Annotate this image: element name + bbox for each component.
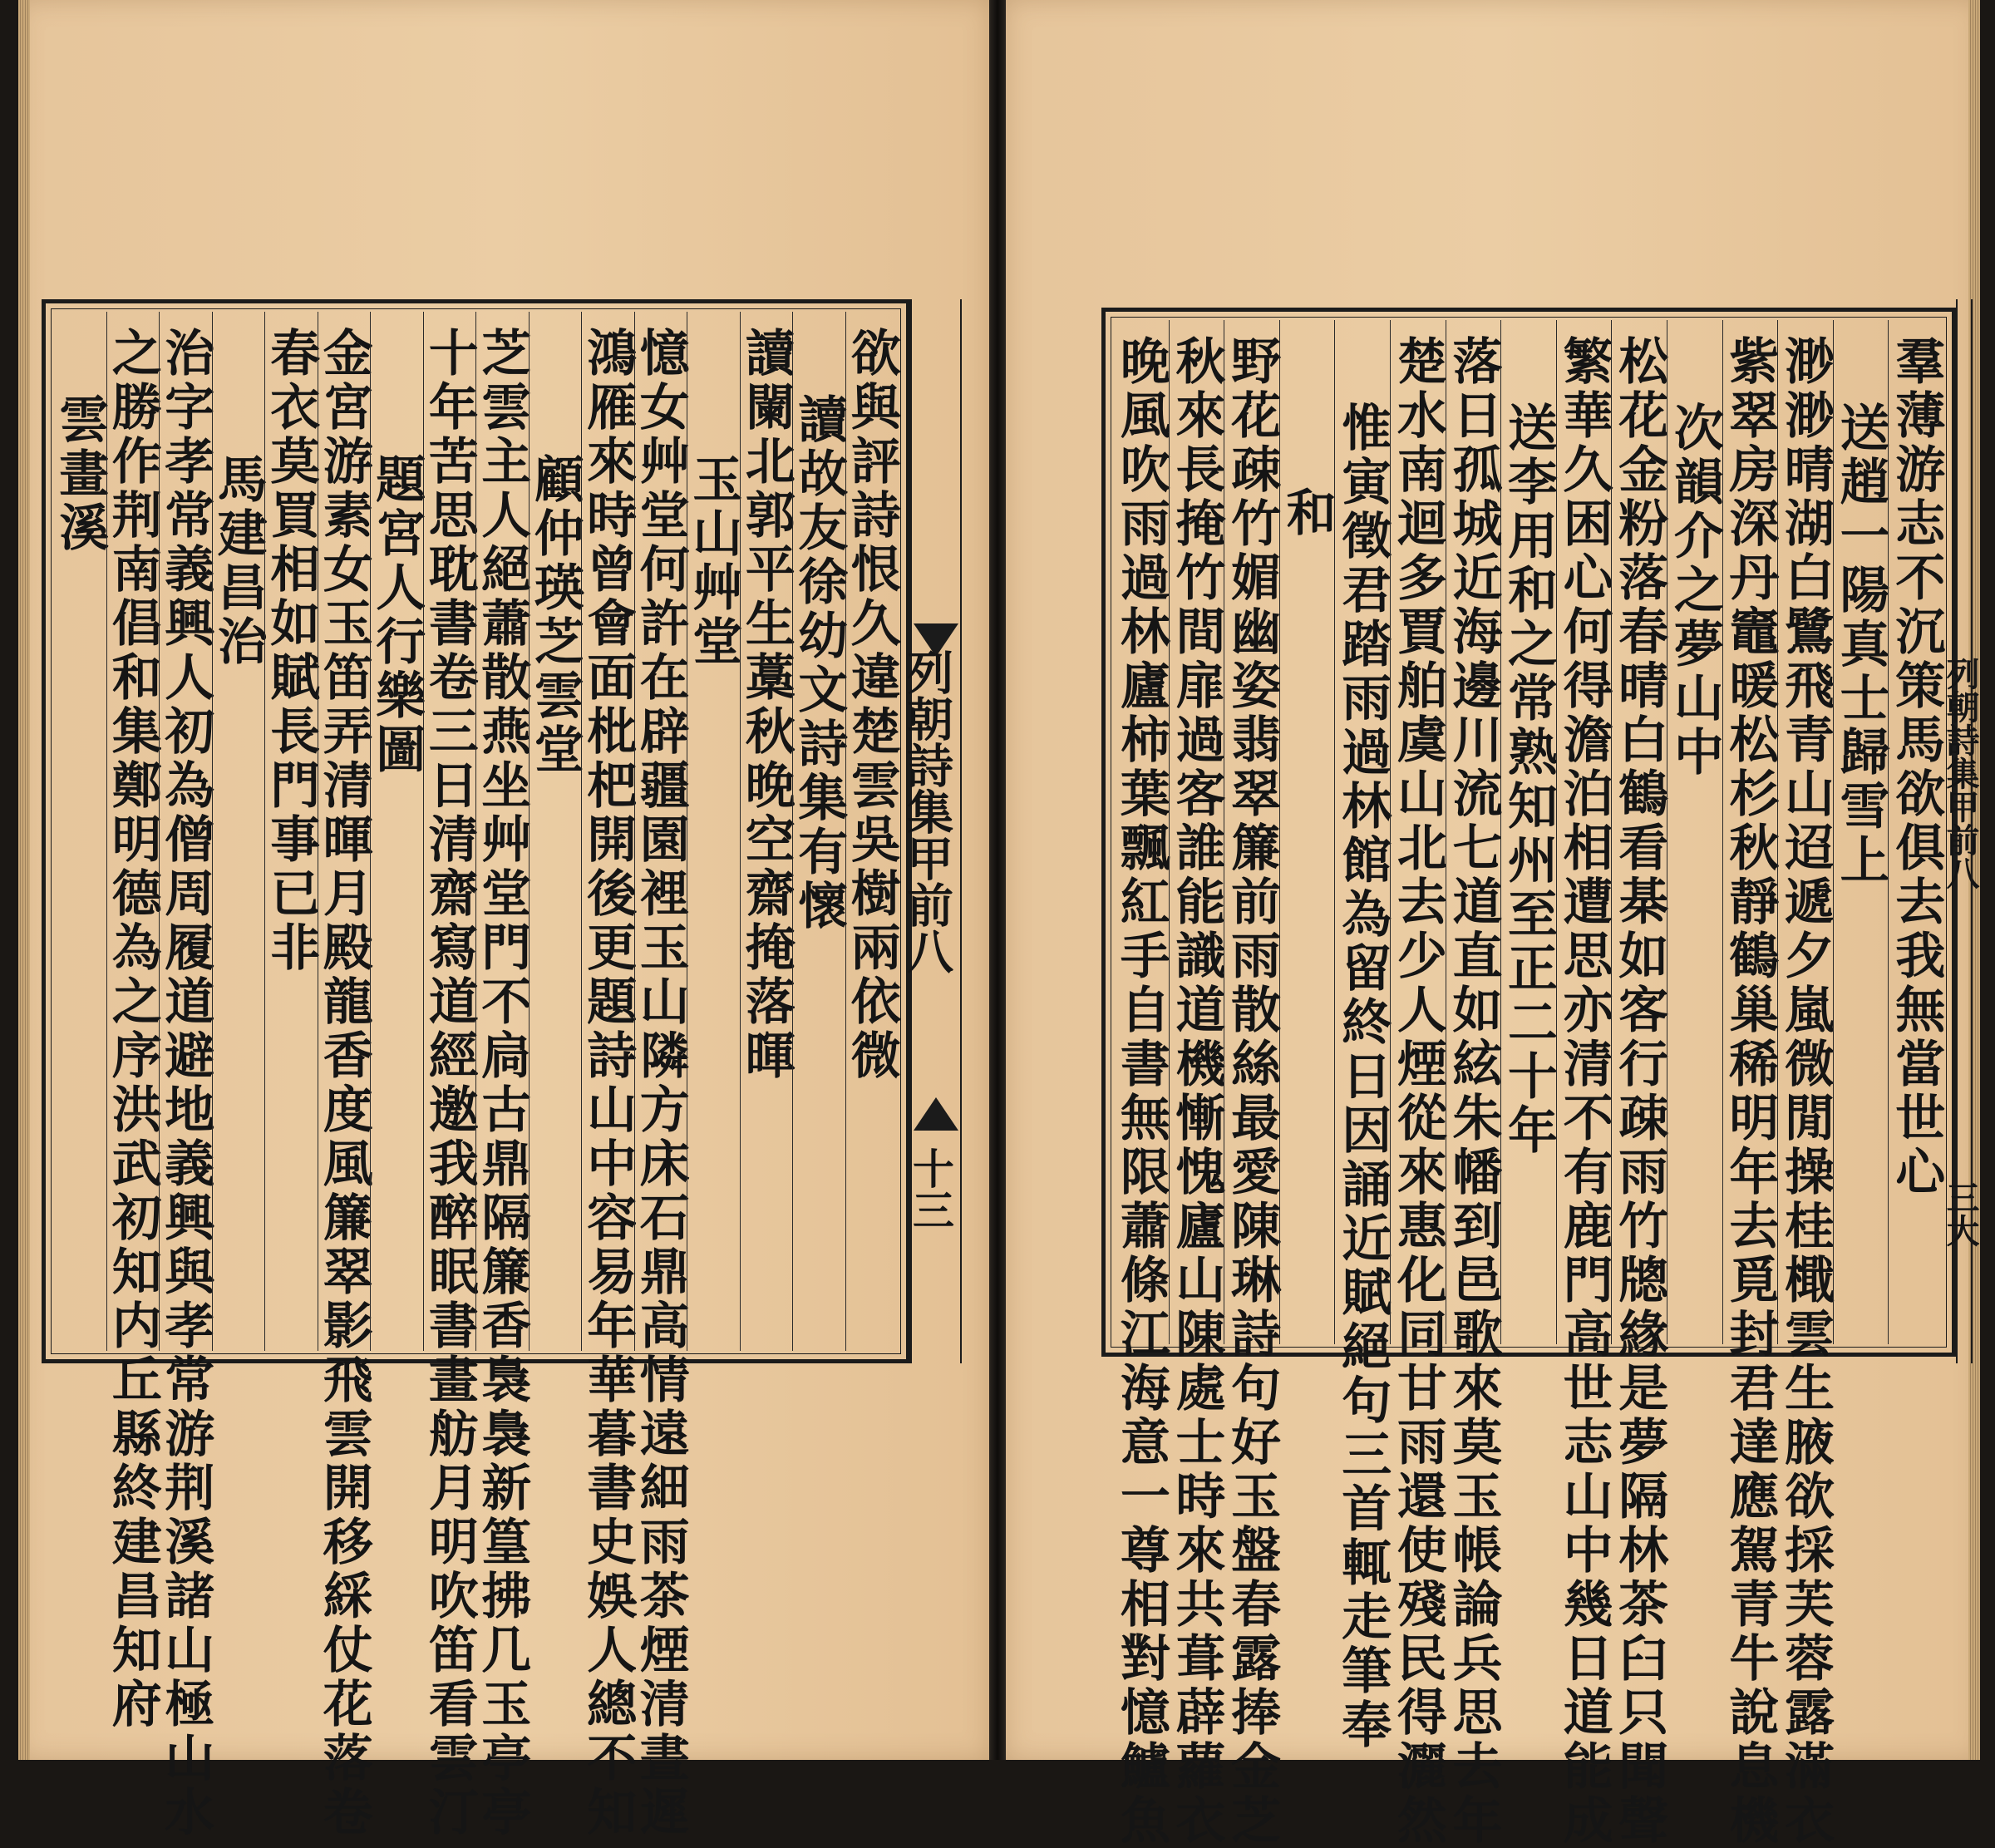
column-text: 雲畫溪 bbox=[51, 393, 110, 555]
column-text: 十年苦思耽書卷三日清齋寫道經邀我醉眠書畫舫月明吹笛看雲汀 bbox=[420, 327, 479, 1840]
text-column bbox=[1111, 320, 1170, 1848]
text-column bbox=[420, 312, 479, 1840]
column-text: 次韻介之夢山中 bbox=[1665, 402, 1724, 780]
text-column bbox=[51, 312, 110, 1351]
right-edge-page-number-text: 三大 bbox=[1941, 1180, 1980, 1247]
column-text: 落日孤城近海邊川流七道直如絃朱幡到邑歌來莫玉帳論兵思去年 bbox=[1444, 335, 1503, 1848]
page-number: 十三 bbox=[906, 1147, 955, 1230]
text-column bbox=[1279, 320, 1335, 1344]
right-text-frame bbox=[1101, 308, 1956, 1848]
text-column bbox=[579, 312, 638, 1840]
text-column bbox=[262, 312, 321, 1351]
text-column bbox=[367, 312, 426, 1351]
text-column bbox=[1776, 320, 1835, 1848]
column-text: 繁華久困心何得澹泊相遭思亦清不有鹿門高世志山中幾日道能成 bbox=[1554, 335, 1613, 1848]
text-column bbox=[209, 312, 268, 1351]
column-text: 憶女艸堂何許在辟疆園裡玉山隣方床石鼎高情遠細雨茶煙清晝遲 bbox=[631, 327, 690, 1840]
left-text-frame bbox=[42, 299, 910, 1840]
book-title-center: 列朝詩集甲前八 bbox=[899, 648, 954, 974]
column-text: 惟寅徵君踏雨過林館為留終日因誦近賦絕句三首輒走筆奉 bbox=[1333, 402, 1392, 1752]
text-column bbox=[1167, 320, 1226, 1848]
column-text: 楚水南迴多賈舶虞山北去少人煙從來惠化同甘雨還使殘民得灑然 bbox=[1388, 335, 1447, 1848]
left-columns bbox=[51, 312, 901, 1840]
text-column bbox=[1388, 320, 1447, 1848]
column-text: 治字孝常義興人初為僧周履道避地義興與孝常游荆溪諸山極山水 bbox=[156, 327, 215, 1840]
column-text: 讀故友徐幼文詩集有懷 bbox=[790, 393, 849, 934]
right-edge-title bbox=[1937, 657, 1980, 1488]
column-text: 鴻雁來時曾會面枇杷開後更題詩山中容易年華暮書史娛人總不知 bbox=[579, 327, 638, 1840]
right-edge-title-text: 列朝詩集甲前八 bbox=[1941, 657, 1980, 890]
book-gutter bbox=[989, 0, 1006, 1760]
column-text: 紫翠房深丹竈暖松杉秋靜鶴巢稀明年去覓封君達應駕青牛說息機 bbox=[1721, 335, 1780, 1848]
text-column bbox=[314, 312, 373, 1840]
column-text: 野花疎竹媚幽姿翡翠簾前雨散絲最愛陳琳詩句好玉盤春露捧金芝 bbox=[1223, 335, 1282, 1848]
text-column bbox=[1887, 320, 1946, 1344]
text-column bbox=[1610, 320, 1669, 1848]
left-center-strip bbox=[899, 299, 962, 1363]
column-text: 之勝作荆南倡和集鄭明德為之序洪武初知内丘縣終建昌知府 bbox=[103, 327, 162, 1732]
column-text: 羣薄游志不沉策馬欲俱去我無當世心 bbox=[1887, 335, 1946, 1200]
fish-tail-mark-lower bbox=[914, 1097, 958, 1131]
left-page-stack-edge bbox=[18, 0, 30, 1760]
right-edge-page-number bbox=[1937, 1180, 1980, 1280]
column-text: 晚風吹雨過林廬柿葉飄紅手自書無限蕭條江海意一尊相對憶鱸魚 bbox=[1111, 335, 1170, 1848]
text-column bbox=[1721, 320, 1780, 1848]
column-text: 送趙一陽真士歸雪上 bbox=[1831, 402, 1890, 888]
column-text: 欲與評詩恨久違楚雲吳樹兩依微 bbox=[842, 327, 901, 1083]
text-column bbox=[736, 312, 796, 1351]
text-column bbox=[103, 312, 162, 1732]
text-column bbox=[1444, 320, 1503, 1848]
text-column bbox=[1554, 320, 1613, 1848]
text-column bbox=[1333, 320, 1392, 1752]
text-column bbox=[1833, 320, 1889, 1344]
column-text: 春衣莫買相如賦長門事已非 bbox=[262, 327, 321, 975]
column-text: 玉山艸堂 bbox=[684, 453, 743, 669]
text-column bbox=[156, 312, 215, 1840]
column-text: 題宮人行樂圖 bbox=[367, 453, 426, 777]
text-column bbox=[473, 312, 532, 1840]
text-column bbox=[1223, 320, 1282, 1848]
text-column bbox=[631, 312, 690, 1840]
column-text: 松花金粉落春晴白鶴看棊如客行疎雨竹牕緣是夢隔林茶臼只聞聲 bbox=[1610, 335, 1669, 1848]
column-text: 秋來長掩竹間扉過客誰能識道機慚愧廬山陳處士時來共葺薜蘿衣 bbox=[1167, 335, 1226, 1848]
column-text: 芝雲主人絕蕭散燕坐艸堂門不扃古鼎隔簾香裊裊新篁拂几玉亭亭 bbox=[473, 327, 532, 1840]
column-text: 和 bbox=[1278, 486, 1337, 540]
column-text: 顧仲瑛芝雲堂 bbox=[525, 453, 584, 777]
text-column bbox=[1667, 320, 1722, 1344]
column-text: 讀闌北郭平生藁秋晚空齋掩落暉 bbox=[736, 327, 796, 1083]
column-text: 渺渺晴湖白鷺飛青山迢遞夕嵐微閒操桂檝雲生腋欲採芙蓉露滿衣 bbox=[1776, 335, 1835, 1848]
text-column bbox=[525, 312, 584, 1351]
column-text: 馬建昌治 bbox=[209, 453, 268, 669]
text-column bbox=[684, 312, 743, 1351]
text-column bbox=[842, 312, 901, 1351]
column-text: 送李用和之常熟知州至正二十年 bbox=[1500, 402, 1559, 1158]
text-column bbox=[1500, 320, 1559, 1344]
column-text: 金宮游素女玉笛弄清暉月殿龍香度風簾翠影飛雲開移綵仗花落卷 bbox=[314, 327, 373, 1840]
text-column bbox=[790, 312, 849, 1351]
right-columns bbox=[1111, 320, 1946, 1848]
